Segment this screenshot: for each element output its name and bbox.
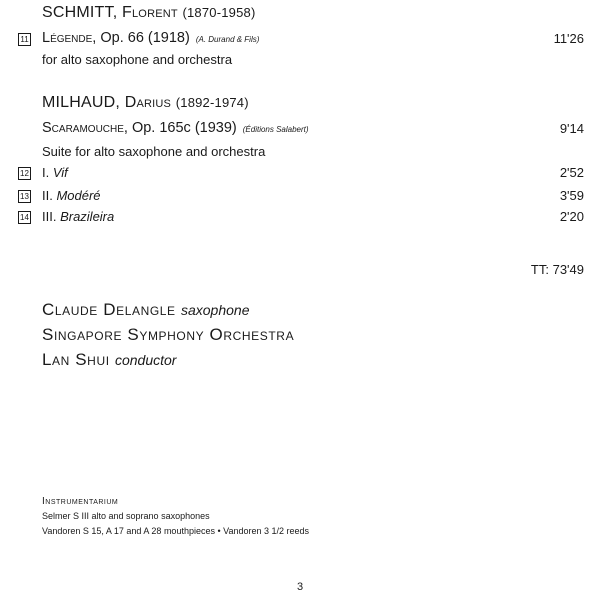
movement-name: Modéré bbox=[56, 188, 101, 203]
instrumentarium-line: Vandoren S 15, A 17 and A 28 mouthpieces • Vandoren 3 1/2 reeds bbox=[42, 526, 310, 536]
composer-dates: (1870-1958) bbox=[182, 5, 256, 20]
movement-name: Brazileira bbox=[60, 209, 115, 224]
performer-name: Claude Delangle bbox=[42, 300, 176, 319]
composer-dates: (1892-1974) bbox=[175, 95, 249, 110]
composer-name: MILHAUD, Darius bbox=[42, 94, 172, 111]
total-time: TT: 73'49 bbox=[530, 262, 584, 277]
work-subtitle: Suite for alto saxophone and orchestra bbox=[42, 144, 266, 159]
work-publisher: (Éditions Salabert) bbox=[242, 125, 309, 134]
work-opus: , Op. 66 (1918) bbox=[92, 30, 190, 46]
page-number: 3 bbox=[296, 581, 304, 593]
movement-title bbox=[42, 188, 101, 203]
performer-soloist bbox=[42, 300, 250, 320]
performer-orchestra bbox=[42, 325, 294, 345]
work-title-legende bbox=[42, 30, 259, 46]
performer-name: Lan Shui bbox=[42, 350, 110, 369]
work-subtitle: for alto saxophone and orchestra bbox=[42, 52, 233, 67]
track-number-box: 12 bbox=[18, 167, 31, 180]
duration: 9'14 bbox=[559, 121, 584, 136]
movement-title bbox=[42, 209, 114, 224]
composer-heading-schmitt bbox=[42, 4, 256, 22]
work-opus: , Op. 165c (1939) bbox=[123, 120, 237, 136]
performer-role: saxophone bbox=[180, 302, 250, 318]
instrumentarium-line: Selmer S III alto and soprano saxophones bbox=[42, 511, 210, 521]
duration: 2'52 bbox=[559, 165, 584, 180]
work-title: Scaramouche bbox=[42, 120, 124, 136]
movement-numeral: III. bbox=[42, 209, 61, 224]
work-publisher: (A. Durand & Fils) bbox=[195, 35, 260, 44]
composer-name: SCHMITT, Florent bbox=[42, 4, 178, 21]
duration: 11'26 bbox=[553, 31, 584, 46]
movement-numeral: II. bbox=[42, 188, 57, 203]
performer-role: conductor bbox=[114, 352, 177, 368]
movement-numeral: I. bbox=[42, 165, 53, 180]
movement-name: Vif bbox=[52, 165, 68, 180]
instrumentarium-title: Instrumentarium bbox=[42, 496, 119, 507]
track-number-box: 13 bbox=[18, 190, 31, 203]
movement-title bbox=[42, 165, 68, 180]
track-number-box: 14 bbox=[18, 211, 31, 224]
performer-name: Singapore Symphony Orchestra bbox=[42, 325, 295, 344]
track-number-box: 11 bbox=[18, 33, 31, 46]
composer-heading-milhaud bbox=[42, 94, 249, 112]
duration: 3'59 bbox=[559, 188, 584, 203]
work-title-scaramouche bbox=[42, 120, 309, 136]
work-title: Légende bbox=[42, 30, 93, 46]
duration: 2'20 bbox=[559, 209, 584, 224]
performer-conductor bbox=[42, 350, 176, 370]
